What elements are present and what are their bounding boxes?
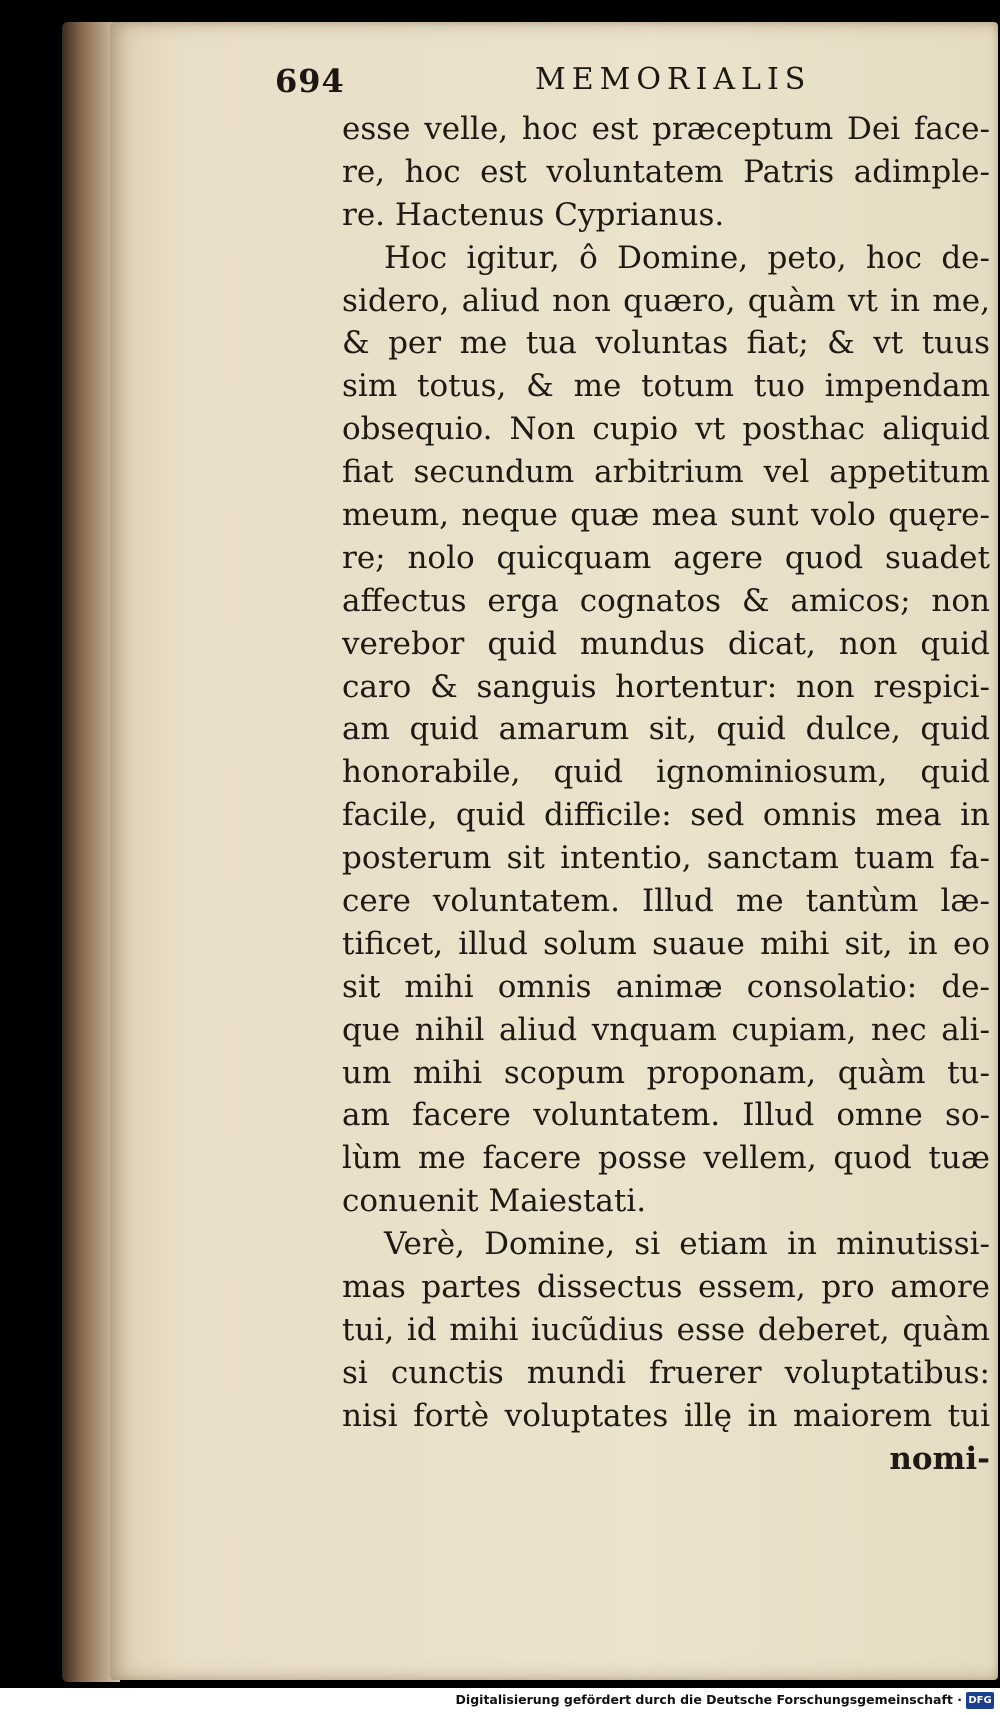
- text-line: obsequio. Non cupio vt posthac aliquid: [342, 411, 990, 448]
- text-line: lùm me facere posse vellem, quod tuæ: [342, 1140, 990, 1177]
- page-header: [275, 62, 815, 102]
- text-line: affectus erga cognatos & amicos; non: [342, 582, 990, 619]
- text-line: sit mihi omnis animæ consolatio: de-: [342, 968, 990, 1005]
- text-line: tui, id mihi iucũdius esse deberet, quàm: [342, 1311, 990, 1348]
- text-line: tificet, illud solum suaue mihi sit, in eo: [342, 925, 990, 962]
- text-line: fiat secundum arbitrium vel appetitum: [342, 454, 990, 491]
- text-line: conuenit Maiestati.: [342, 1183, 647, 1220]
- text-line: mas partes dissectus essem, pro amore: [342, 1269, 990, 1306]
- text-line: re, hoc est voluntatem Patris adimple-: [342, 153, 990, 190]
- text-line: Verè, Domine, si etiam in minutissi-: [384, 1226, 990, 1263]
- text-line: esse velle, hoc est præceptum Dei face-: [342, 111, 990, 147]
- text-line: Hoc igitur, ô Domine, peto, hoc de-: [384, 239, 990, 276]
- text-line: si cunctis mundi fruerer voluptatibus:: [342, 1354, 990, 1391]
- text-line: sim totus, & me totum tuo impendam: [342, 368, 990, 405]
- catchword: nomi-: [889, 1440, 990, 1477]
- text-line: cere voluntatem. Illud me tantùm læ-: [342, 883, 990, 920]
- text-line: nisi fortè voluptates illę in maiorem tui: [342, 1397, 990, 1434]
- text-line: facile, quid difficile: sed omnis mea in: [342, 797, 990, 834]
- text-line: & per me tua voluntas fiat; & vt tuus: [342, 325, 990, 362]
- text-line: re. Hactenus Cyprianus.: [342, 196, 725, 233]
- text-line: re; nolo quicquam agere quod suadet: [342, 539, 990, 576]
- body-text: [342, 108, 990, 1481]
- dfg-logo-icon: DFG: [966, 1692, 994, 1709]
- running-head: MEMORIALIS: [535, 62, 812, 97]
- text-line: sidero, aliud non quæro, quàm vt in me,: [342, 282, 990, 319]
- text-line: am quid amarum sit, quid dulce, quid: [342, 711, 990, 748]
- text-line: verebor quid mundus dicat, non quid: [342, 625, 990, 662]
- text-line: am facere voluntatem. Illud omne so-: [342, 1097, 990, 1134]
- page-number: 694: [275, 62, 345, 100]
- text-line: um mihi scopum proponam, quàm tu-: [342, 1054, 990, 1091]
- text-line: caro & sanguis hortentur: non respici-: [342, 668, 990, 705]
- funding-note: Digitalisierung gefördert durch die Deutsche Forschungsgemeinschaft ·: [455, 1692, 962, 1707]
- text-line: que nihil aliud vnquam cupiam, nec ali-: [342, 1011, 990, 1048]
- footer-bar: [0, 1688, 1000, 1715]
- text-line: honorabile, quid ignominiosum, quid: [342, 754, 990, 791]
- text-line: meum, neque quæ mea sunt volo quęre-: [342, 497, 990, 534]
- text-line: posterum sit intentio, sanctam tuam fa-: [342, 840, 990, 877]
